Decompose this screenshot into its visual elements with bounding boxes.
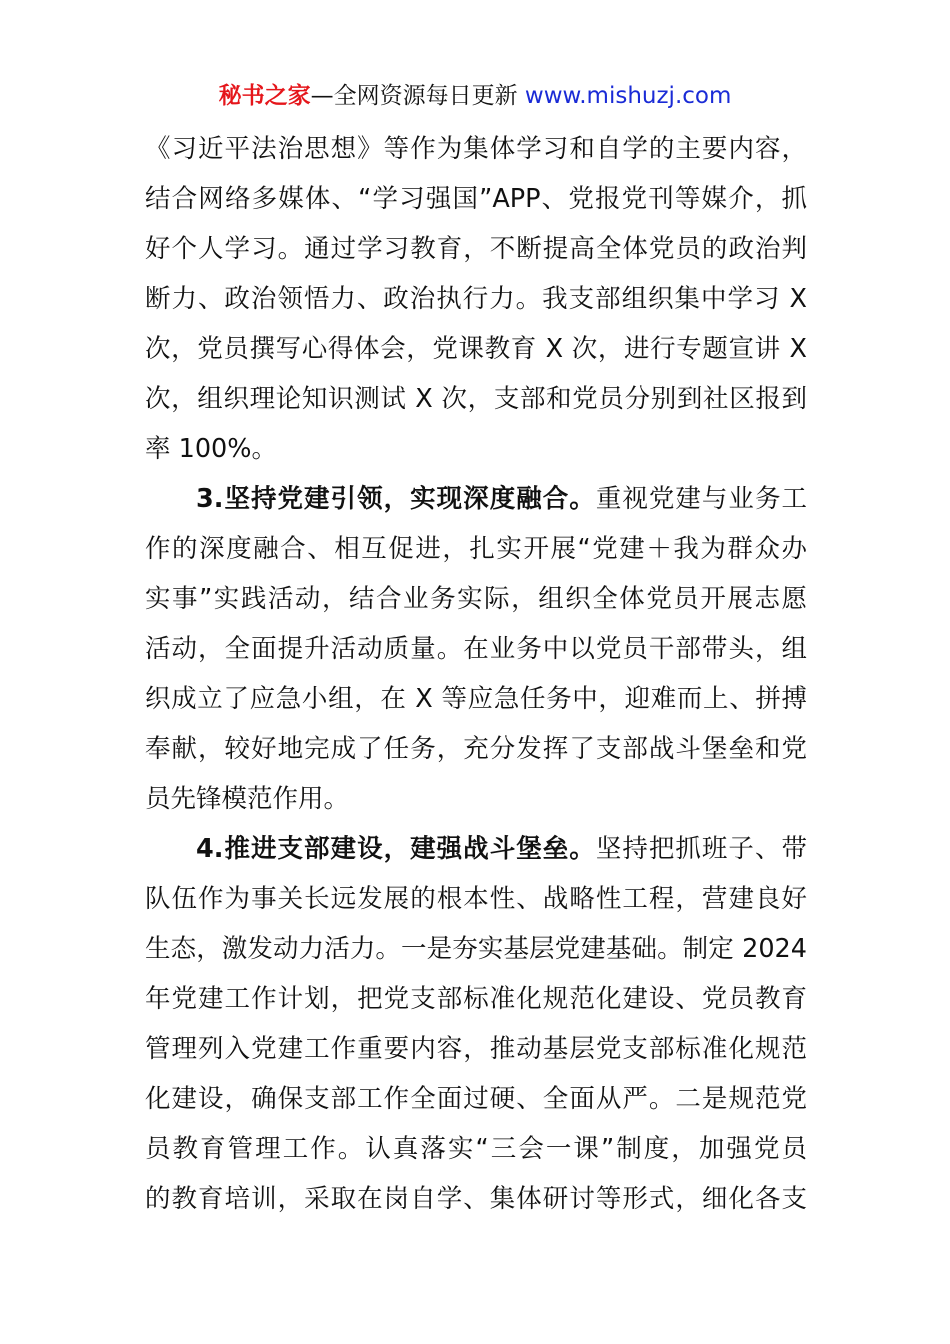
text-line: 率 100%。 bbox=[145, 434, 278, 464]
section-heading-4: 4.推进支部建设，建强战斗堡垒。 bbox=[196, 834, 596, 864]
section-heading-3: 3.坚持党建引领，实现深度融合。 bbox=[196, 484, 596, 514]
text-line: 员先锋模范作用。 bbox=[145, 784, 350, 814]
text-line: 断力、政治领悟力、政治执行力。我支部组织集中学习 X bbox=[145, 284, 807, 314]
site-brand: 秘书之家 bbox=[218, 83, 311, 109]
site-url-link[interactable]: www.mishuzj.com bbox=[524, 83, 732, 109]
text-line: 活动，全面提升活动质量。在业务中以党员干部带头，组 bbox=[145, 634, 807, 664]
text-line: 好个人学习。通过学习教育，不断提高全体党员的政治判 bbox=[145, 234, 807, 264]
text-line: 《习近平法治思想》等作为集体学习和自学的主要内容， bbox=[145, 134, 807, 164]
paragraph-branch-building bbox=[145, 824, 807, 1224]
text-line: 次，组织理论知识测试 X 次，支部和党员分别到社区报到 bbox=[145, 384, 807, 414]
text-line: 员教育管理工作。认真落实“三会一课”制度，加强党员 bbox=[145, 1134, 807, 1164]
text-line: 结合网络多媒体、“学习强国”APP、党报党刊等媒介，抓 bbox=[145, 184, 807, 214]
text-line: 织成立了应急小组，在 X 等应急任务中，迎难而上、拼搏 bbox=[145, 684, 807, 714]
site-tagline: —全网资源每日更新 bbox=[310, 83, 525, 109]
text-fragment: 坚持把抓班子、带 bbox=[595, 834, 807, 864]
document-body bbox=[145, 124, 807, 1224]
text-fragment: 重视党建与业务工 bbox=[595, 484, 807, 514]
text-line: 奉献，较好地完成了任务，充分发挥了支部战斗堡垒和党 bbox=[145, 734, 807, 764]
text-line: 队伍作为事关长远发展的根本性、战略性工程，营建良好 bbox=[145, 884, 807, 914]
text-line: 的教育培训，采取在岗自学、集体研讨等形式，细化各支 bbox=[145, 1184, 807, 1214]
text-line: 年党建工作计划，把党支部标准化规范化建设、党员教育 bbox=[145, 984, 807, 1014]
text-line: 生态，激发动力活力。一是夯实基层党建基础。制定 2024 bbox=[145, 934, 807, 964]
text-line: 化建设，确保支部工作全面过硬、全面从严。二是规范党 bbox=[145, 1084, 807, 1114]
text-line: 作的深度融合、相互促进，扎实开展“党建＋我为群众办 bbox=[145, 534, 807, 564]
paragraph-study bbox=[145, 124, 807, 474]
text-line bbox=[145, 824, 807, 874]
paragraph-integration bbox=[145, 474, 807, 824]
text-line: 实事”实践活动，结合业务实际，组织全体党员开展志愿 bbox=[145, 584, 807, 614]
site-header bbox=[0, 80, 950, 112]
text-line: 管理列入党建工作重要内容，推动基层党支部标准化规范 bbox=[145, 1034, 807, 1064]
text-line bbox=[145, 474, 807, 524]
text-line: 次，党员撰写心得体会，党课教育 X 次，进行专题宣讲 X bbox=[145, 334, 807, 364]
